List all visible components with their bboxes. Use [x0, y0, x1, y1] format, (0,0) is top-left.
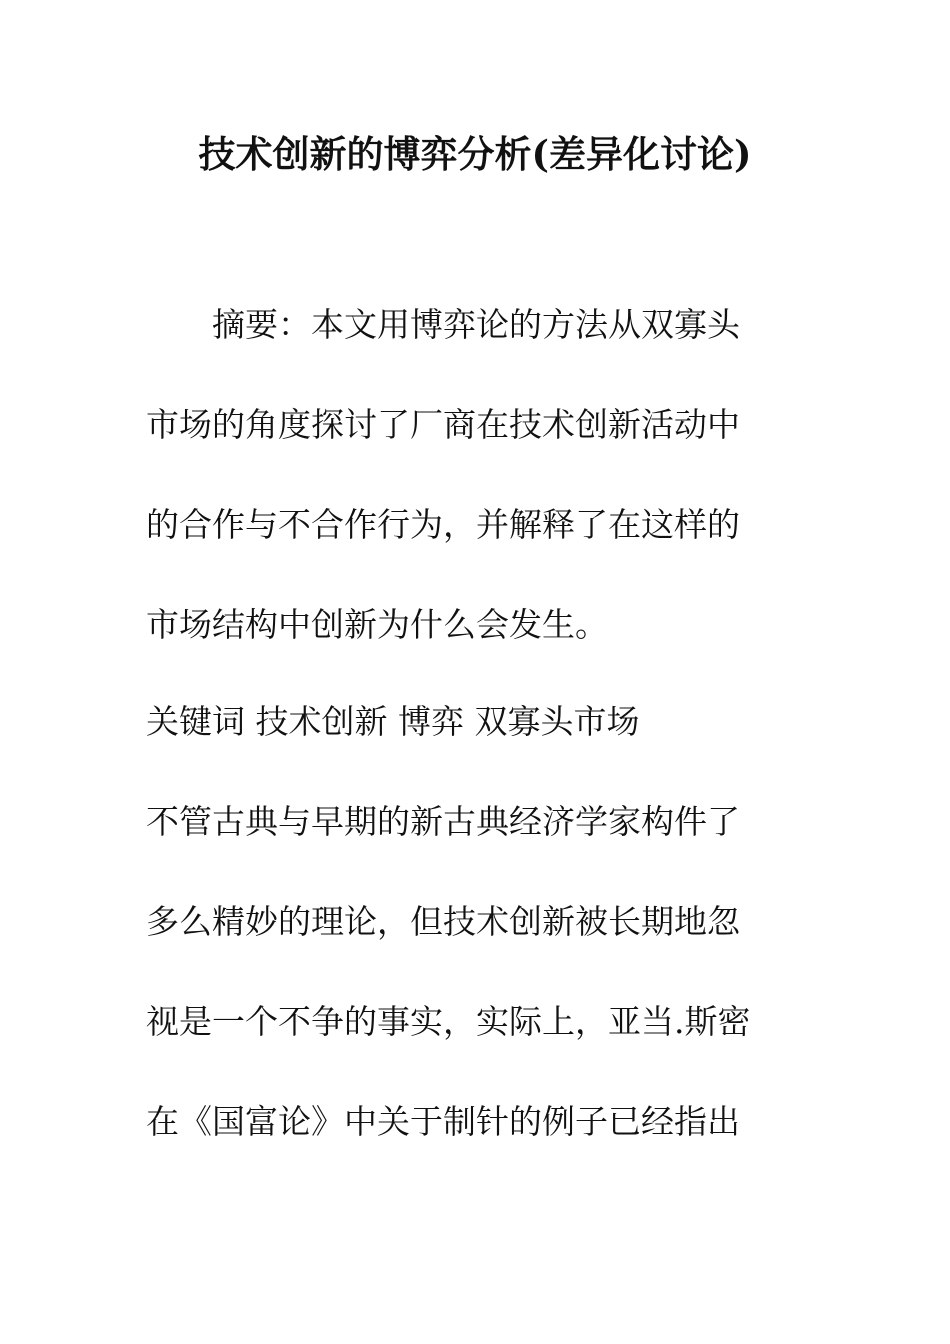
body-line-1: 不管古典与早期的新古典经济学家构件了: [146, 802, 740, 841]
abstract-line-1: 摘要：本文用博弈论的方法从双寡头: [212, 305, 740, 344]
body-line-3: 视是一个不争的事实，实际上，亚当.斯密: [146, 1002, 751, 1041]
body-line-2: 多么精妙的理论，但技术创新被长期地忽: [146, 902, 740, 941]
abstract-line-2: 市场的角度探讨了厂商在技术创新活动中: [146, 405, 740, 444]
abstract-line-4: 市场结构中创新为什么会发生。: [146, 605, 608, 644]
document-title: 技术创新的博弈分析(差异化讨论): [198, 132, 752, 176]
keywords-line: 关键词 技术创新 博弈 双寡头市场: [146, 702, 640, 741]
abstract-line-3: 的合作与不合作行为，并解释了在这样的: [146, 505, 740, 544]
body-line-4: 在《国富论》中关于制针的例子已经指出: [146, 1102, 740, 1141]
